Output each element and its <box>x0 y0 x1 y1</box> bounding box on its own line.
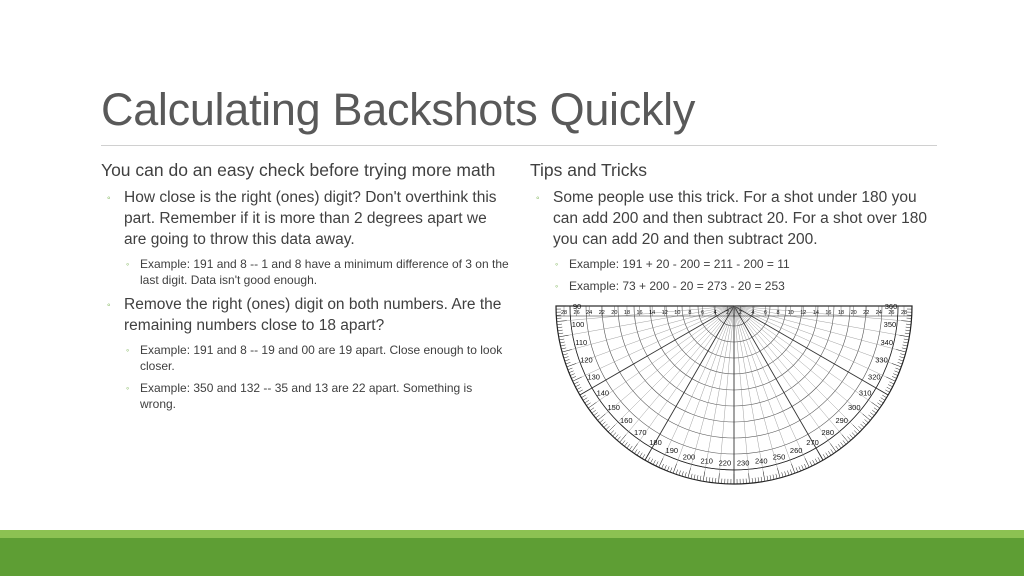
protractor-angle-label: 300 <box>848 402 861 412</box>
protractor-angle-label: 190 <box>665 446 679 456</box>
protractor-top-label: 10 <box>787 310 794 316</box>
protractor-top-label: 14 <box>649 310 656 316</box>
protractor-top-label: 4 <box>751 310 755 316</box>
protractor-top-label: 14 <box>812 310 819 316</box>
protractor-angle-label: 140 <box>596 388 610 398</box>
left-column <box>101 159 511 418</box>
right-column <box>530 159 940 300</box>
protractor-angle-label: 340 <box>880 338 894 348</box>
protractor-top-label: 24 <box>875 310 882 316</box>
circle-bullet-icon: ◦ <box>555 281 559 291</box>
protractor-top-label: 6 <box>763 310 768 316</box>
right-bullet-1-text: Some people use this trick. For a shot under 180 you can add 200 and then subtract 20. For a shot over 180 you can add 20 and then subtract 200. <box>553 189 927 248</box>
protractor-top-label: 10 <box>674 310 681 316</box>
protractor-angle-label: 100 <box>571 320 585 330</box>
protractor-angle-label: 270 <box>806 437 819 447</box>
right-heading: Tips and Tricks <box>530 160 648 180</box>
protractor-angle-label: 360 <box>884 302 898 311</box>
left-bullet-2-sub-1-text: Example: 191 and 8 -- 19 and 00 are 19 apart. Close enough to look closer. <box>140 343 503 373</box>
protractor-angle-label: 290 <box>835 416 848 426</box>
protractor-angle-label: 90 <box>572 302 582 311</box>
right-bullet-1-sub-1-text: Example: 191 + 20 - 200 = 211 - 200 = 11 <box>569 257 790 271</box>
protractor-angle-label: 350 <box>883 320 897 330</box>
protractor-top-label: 12 <box>661 310 668 316</box>
left-bullet-2 <box>101 294 511 336</box>
protractor-angle-label: 240 <box>755 456 768 466</box>
protractor-top-label: 8 <box>688 310 692 316</box>
protractor-top-label: 28 <box>900 310 908 316</box>
protractor-angle-label: 160 <box>620 416 633 426</box>
protractor-angle-label: 130 <box>587 372 600 382</box>
circle-bullet-icon: ◦ <box>107 300 111 311</box>
left-bullet-2-sub-2 <box>101 380 511 412</box>
left-bullet-1 <box>101 187 511 250</box>
protractor-top-label: 16 <box>636 310 643 316</box>
protractor-top-label: 18 <box>623 310 631 316</box>
protractor-angle-label: 170 <box>633 427 647 437</box>
protractor-top-label: 2 <box>738 310 742 316</box>
left-bullet-2-text: Remove the right (ones) digit on both numbers. Are the remaining numbers close to 18 apart? <box>124 296 502 334</box>
left-bullet-2-sub-2-text: Example: 350 and 132 -- 35 and 13 are 22 apart. Something is wrong. <box>140 381 473 411</box>
circle-bullet-icon: ◦ <box>126 259 130 269</box>
protractor-image <box>552 300 916 486</box>
left-heading: You can do an easy check before trying more math <box>101 160 496 180</box>
protractor-angle-label: 150 <box>607 402 620 412</box>
protractor-angle-label: 310 <box>858 388 872 398</box>
protractor-top-label: 28 <box>560 310 568 316</box>
protractor-top-label: 2 <box>726 310 730 316</box>
right-bullet-1 <box>530 187 940 250</box>
protractor-angle-label: 110 <box>575 338 588 348</box>
protractor-angle-label: 280 <box>821 427 835 437</box>
protractor-top-label: 8 <box>776 310 780 316</box>
right-bullet-1-sub-2 <box>530 278 940 294</box>
protractor-top-label: 12 <box>800 310 807 316</box>
protractor-angle-label: 200 <box>682 452 696 462</box>
protractor-angle-label: 320 <box>868 372 881 382</box>
footer-band-dark <box>0 538 1024 576</box>
protractor-top-label: 24 <box>586 310 593 316</box>
protractor-top-label: 20 <box>850 310 857 316</box>
protractor-angle-label: 210 <box>700 456 713 466</box>
circle-bullet-icon: ◦ <box>107 193 111 204</box>
protractor-top-label: 18 <box>837 310 845 316</box>
circle-bullet-icon: ◦ <box>555 259 559 269</box>
left-bullet-2-sub-1 <box>101 342 511 374</box>
protractor-top-label: 20 <box>611 310 618 316</box>
right-bullet-1-sub-1 <box>530 256 940 272</box>
protractor-top-label: 6 <box>700 310 705 316</box>
protractor-angle-label: 180 <box>649 437 662 447</box>
protractor-top-label: 26 <box>888 310 895 316</box>
circle-bullet-icon: ◦ <box>536 193 540 204</box>
left-bullet-1-text: How close is the right (ones) digit? Don't overthink this part. Remember if it is more than 2 degrees apart we are going to throw this data away. <box>124 189 497 248</box>
footer-band-light <box>0 530 1024 538</box>
protractor-angle-label: 230 <box>736 458 750 468</box>
left-bullet-1-sub-1-text: Example: 191 and 8 -- 1 and 8 have a minimum difference of 3 on the last digit. Data isn't good enough. <box>140 257 509 287</box>
circle-bullet-icon: ◦ <box>126 383 130 393</box>
circle-bullet-icon: ◦ <box>126 345 130 355</box>
protractor-angle-label: 250 <box>772 452 786 462</box>
right-bullet-1-sub-2-text: Example: 73 + 200 - 20 = 273 - 20 = 253 <box>569 279 785 293</box>
protractor-top-label: 22 <box>863 310 870 316</box>
title-divider <box>101 145 937 146</box>
protractor-top-label: 22 <box>598 310 605 316</box>
protractor-top-label: 26 <box>573 310 580 316</box>
left-bullet-1-sub-1 <box>101 256 511 288</box>
protractor-top-label: 16 <box>825 310 832 316</box>
protractor-angle-label: 220 <box>718 458 732 468</box>
protractor-angle-label: 260 <box>789 446 803 456</box>
protractor-angle-label: 330 <box>875 355 888 365</box>
slide-title: Calculating Backshots Quickly <box>101 84 696 135</box>
protractor-top-label: 4 <box>713 310 717 316</box>
protractor-angle-label: 120 <box>580 355 593 365</box>
